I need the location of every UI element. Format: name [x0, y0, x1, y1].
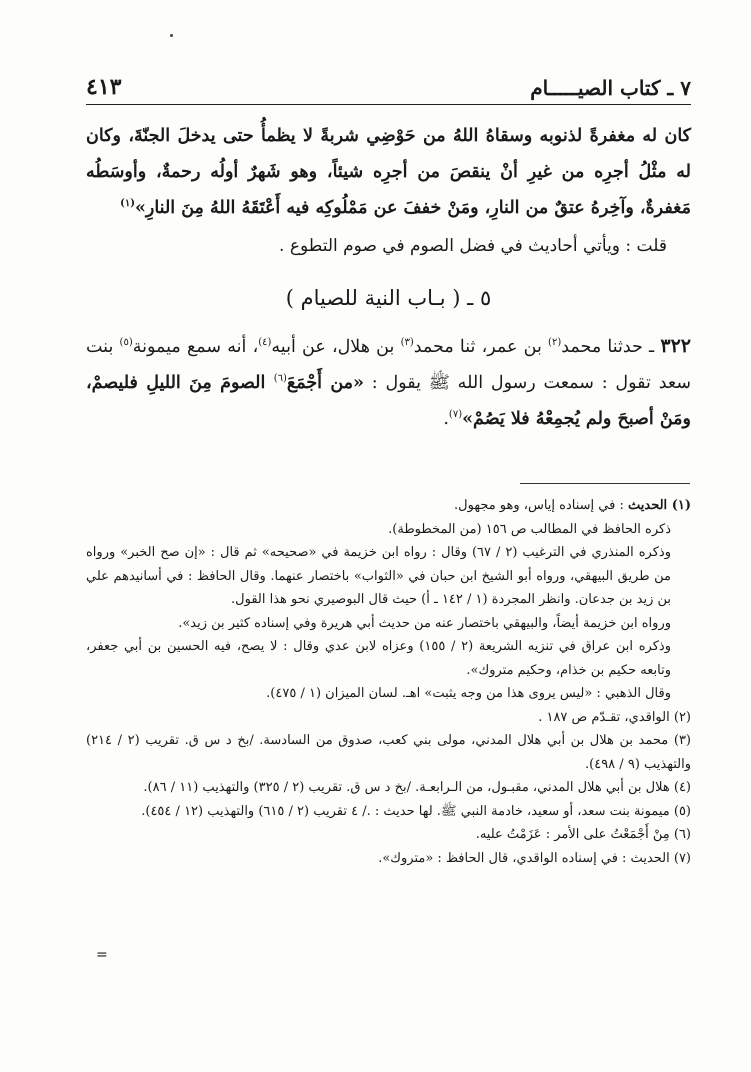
footnote-5: (٥) ميمونة بنت سعد، أو سعيد، خادمة النبي ﷺ. لها حديث : ./ ٤ تقريب (٢ / ٦١٥) والتهذيب (١٢ / ٤٥٤). — [141, 803, 691, 819]
page-speck — [170, 34, 173, 37]
footnote-2: (٢) الواقدي، تقـدّم ص ١٨٧ . — [538, 709, 691, 725]
footnote-ref: (٢) — [548, 337, 562, 349]
header-rule — [86, 104, 691, 105]
footnote-ref: (٤) — [258, 337, 272, 349]
running-title: ٧ ـ كتاب الصيـــــام — [530, 76, 691, 100]
hadith-text: ، أنه سمع ميمونة — [132, 337, 259, 357]
footnote-label: (١) الحديث — [628, 498, 691, 513]
hadith-quote: الصومَ مِنَ الليلِ فليصمْ، ومَنْ أصبحَ ولم يُجمِعْهُ فلا يَصُمْ» — [86, 373, 691, 429]
footnote-1 — [86, 494, 691, 518]
footnote-ref: (٦) — [273, 373, 287, 385]
footnote-1-f: وقال الذهبي : «ليس يروى هذا من وجه يثبت» اهـ. لسان الميزان (١ / ٤٧٥). — [266, 686, 671, 701]
footnote-1-e: وذكره ابن عراق في تنزيه الشريعة (٢ / ١٥٥) وعزاه لابن عدي وقال : لا يصح، فيه الحسين بن أبي جعفر، وتابعه حكيم بن خذام، وحكيم متروك». — [86, 639, 671, 678]
footnote-ref: (٣) — [400, 337, 414, 349]
footnote-ref: (٥) — [119, 337, 133, 349]
continuation-mark: = — [96, 947, 108, 963]
footnote-6: (٦) مِنْ أَجْمَعْتُ على الأمر : عَزَمْتُ عليه. — [475, 827, 691, 842]
chapter-title: ٥ ـ ( بـاب النية للصيام ) — [285, 286, 492, 310]
hadith-text: بنت سعد تقول : سمعت رسول الله ﷺ يقول : — [86, 337, 691, 393]
footnote-ref: (١) — [120, 198, 135, 210]
footnote-1-c: وذكره المنذري في الترغيب (٢ / ٦٧) وقال : رواه ابن خزيمة في «صحيحه» ثم قال : «إن صح الخبر» ورواه من طريق البيهقي، ورواه أبو الشيخ ابن حبان في «الثواب» باختصار عنهما. وقال الحافظ : في أسانيدهم علي بن زيد بن جدعان. وانظر المجردة (١ / ١٤٢ ـ أ) حيث قال البوصيري نحو هذا القول. — [86, 545, 671, 607]
page-number: ٤١٣ — [86, 74, 122, 100]
main-text — [86, 118, 691, 437]
editor-note: قلت : ويأتي أحاديث في فضل الصوم في صوم التطوع . — [279, 236, 667, 256]
hadith-text: ـ حدثنا محمد — [561, 337, 661, 357]
hadith-text: . — [443, 409, 449, 429]
hadith-quote: «من أَجْمَعَ — [286, 373, 364, 393]
footnote-1-b: ذكره الحافظ في المطالب ص ١٥٦ (من المخطوطة). — [388, 521, 671, 537]
footnote-text: : في إسناده إياس، وهو مجهول. — [454, 498, 628, 513]
footnote-rule — [520, 483, 690, 484]
footnote-3: (٣) محمد بن هلال بن أبي هلال المدني، مولى بني كعب، صدوق من السادسة. /بخ د س ق. تقريب (٢ / ٢١٤) والتهذيب (٩ / ٤٩٨). — [86, 733, 691, 772]
page-header — [86, 70, 691, 100]
footnote-1-d: ورواه ابن خزيمة أيضاً، والبيهقي باختصار عنه من حديث أبي هريرة وفي إسناده كثير بن زيد». — [178, 615, 671, 631]
hadith-322 — [86, 328, 691, 437]
hadith-continuation — [86, 118, 691, 226]
footnote-4: (٤) هلال بن أبي هلال المدني، مقبـول، من الـرابعـة. /بخ د س ق. تقريب (٢ / ٣٢٥) والتهذيب (١١ / ٨٦). — [143, 780, 691, 795]
hadith-text: بن هلال، عن أبيه — [271, 337, 401, 357]
footnote-7: (٧) الحديث : في إسناده الواقدي، قال الحافظ : «متروك». — [378, 850, 691, 866]
hadith-continuation-text: كان له مغفرةً لذنوبه وسقاهُ اللهُ من حَوْضِي شربةً لا يظمأُ حتى يدخلَ الجنّةَ، وكان له مثْلُ أجرِه من غيرِ أنْ ينقصَ من أجرِه شيئاً، وهو شَهرٌ أولُه رحمةٌ، وأوسَطُه مَغفرةٌ، وآخِرهُ عتقٌ من النارِ، ومَنْ خففَ عن مَمْلُوكِه فيه أَعْتَقَهُ اللهُ مِنَ النارِ» — [86, 126, 692, 218]
hadith-text: بن عمر، ثنا محمد — [413, 337, 549, 357]
footnote-ref: (٧) — [448, 409, 463, 421]
footnotes — [86, 494, 691, 870]
hadith-number: ٣٢٢ — [660, 335, 692, 357]
